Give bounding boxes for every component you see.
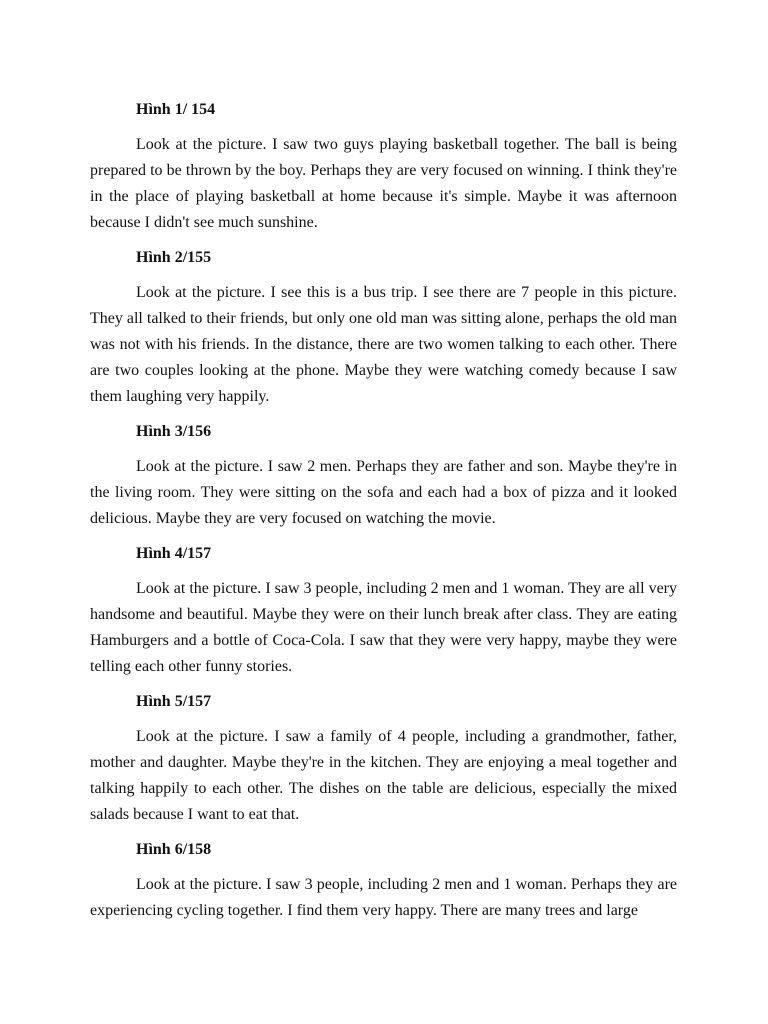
- section-paragraph: Look at the picture. I saw a family of 4 people, including a grandmother, father, mother and daughter. Maybe they're in the kitchen. They are enjoying a meal together and talking happily to each other. The dishes on the table are delicious, especially the mixed salads because I want to eat that.: [90, 728, 677, 823]
- section-heading: Hình 1/ 154: [136, 101, 216, 118]
- document-body: [90, 98, 677, 934]
- section-heading: Hình 3/156: [136, 423, 212, 440]
- section-paragraph: Look at the picture. I saw 2 men. Perhaps they are father and son. Maybe they're in the living room. They were sitting on the sofa and each had a box of pizza and it looked delicious. Maybe they are very focused on watching the movie.: [90, 458, 677, 527]
- section-2: [90, 246, 677, 410]
- section-3: [90, 420, 677, 532]
- section-paragraph: Look at the picture. I see this is a bus trip. I see there are 7 people in this picture. They all talked to their friends, but only one old man was sitting alone, perhaps the old man was not with his friends. In the distance, there are two women talking to each other. There are two couples looking at the phone. Maybe they were watching comedy because I saw them laughing very happily.: [90, 284, 677, 405]
- section-4: [90, 542, 677, 680]
- section-5: [90, 690, 677, 828]
- section-heading: Hình 4/157: [136, 545, 212, 562]
- section-heading: Hình 2/155: [136, 249, 212, 266]
- section-1: [90, 98, 677, 236]
- section-heading: Hình 5/157: [136, 693, 212, 710]
- section-paragraph: Look at the picture. I saw 3 people, including 2 men and 1 woman. Perhaps they are experiencing cycling together. I find them very happy. There are many trees and large: [90, 876, 677, 919]
- section-paragraph: Look at the picture. I saw two guys playing basketball together. The ball is being prepared to be thrown by the boy. Perhaps they are very focused on winning. I think they're in the place of playing basketball at home because it's simple. Maybe it was afternoon because I didn't see much sunshine.: [90, 136, 677, 231]
- section-paragraph: Look at the picture. I saw 3 people, including 2 men and 1 woman. They are all very handsome and beautiful. Maybe they were on their lunch break after class. They are eating Hamburgers and a bottle of Coca-Cola. I saw that they were very happy, maybe they were telling each other funny stories.: [90, 580, 677, 675]
- section-heading: Hình 6/158: [136, 841, 212, 858]
- section-6: [90, 838, 677, 924]
